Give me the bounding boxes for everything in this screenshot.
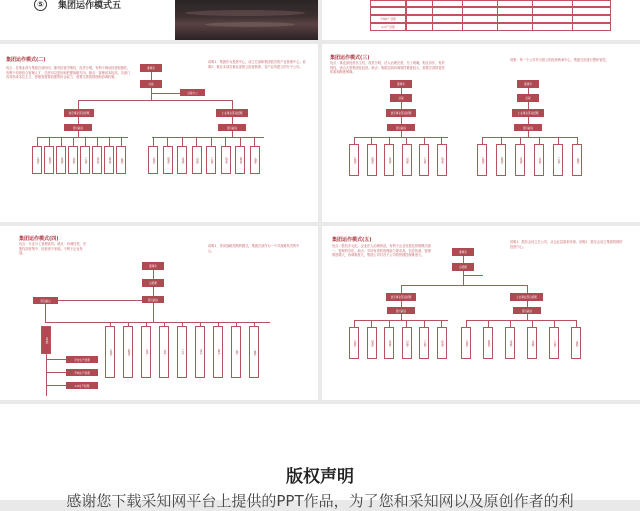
slide-desc-right: 说明：每一个公司作为独立的经营利润中心，集团总部进行整体管控。 bbox=[510, 58, 609, 62]
dept-column-box: 总务部 bbox=[349, 327, 359, 359]
dept-column-box: 广告部 bbox=[553, 144, 563, 176]
slide-desc-left: 优点：各事业部与集团总部协同，拥有经营决策权，权责分明，有利于调动经营积极性，有利于培养综合管理人才，总部可以更好地把握战略方向。缺点：管理成本较高，各部门容易形成本位主义，管理者需要较强的综合能力，需要完善的管理和协调机制。 bbox=[6, 66, 131, 80]
ceo-box: 总经理 bbox=[452, 263, 474, 271]
ceo-box: 总裁 bbox=[517, 94, 539, 102]
slide-thumb-mode-3[interactable] bbox=[322, 44, 640, 222]
dept-column-box: 总务部 bbox=[461, 327, 471, 359]
section-title: 集团运作模式五 bbox=[58, 1, 122, 11]
dept-column-box: 广告厂 bbox=[177, 326, 187, 378]
dept-column-box: 市场厂 bbox=[141, 326, 151, 378]
dept-column-box: 人事部 bbox=[116, 146, 126, 174]
dept-column-box: 财务部 bbox=[123, 326, 133, 378]
dept-column-box: 总务部 bbox=[148, 146, 158, 174]
table-row-label: &.9产 经理 bbox=[370, 23, 406, 31]
dept-column-box: 财务部 bbox=[367, 144, 377, 176]
slide-desc-left: 优点：专业分工管理高效。缺点：协调性差，决策权高度集中，经营者不来源。不利于企业发展。 bbox=[19, 242, 86, 256]
group-left-box: 营运副总 bbox=[64, 124, 92, 131]
ceo-box: 总裁 bbox=[140, 80, 162, 88]
vice-box: 营运副总 bbox=[142, 296, 164, 303]
slide-desc-right: 说明1、集团作为投资中心，成立总部和集团派员的产业管理中心。说明2、事业本部各事业部独立经营核算，各产业所建立的分子公司。 bbox=[208, 60, 306, 69]
dept-column-box: 行政部 bbox=[402, 327, 412, 359]
division-left-box: 信息事业部总经理 bbox=[386, 293, 416, 301]
group-left-box: 营运副总 bbox=[387, 307, 415, 314]
dept-column-box: 财务部 bbox=[44, 146, 54, 174]
slide-desc-right: 说明1、股东会设立总公司，从企业层面来体现。说明2、股东会设立集团管理的投资中心。 bbox=[510, 240, 623, 249]
dept-column-box: 人事部 bbox=[249, 326, 259, 378]
dept-column-box: 市场部 bbox=[177, 146, 187, 174]
dept-column-box: 人事厂 bbox=[231, 326, 241, 378]
slide-desc-right: 说明1、采用战略控制的模式，集团总部作为一个对战略负责的中心。 bbox=[208, 244, 300, 253]
slide-title: 集团运作模式(五) bbox=[332, 237, 372, 243]
board-box: 董事会 bbox=[452, 248, 474, 256]
slide-desc-left: 优点：事业部经营自主权，权责分明，法人治理完善，分工明确，相互协作，有效授权，适合大型集团化经营。缺点：集团层面协调管控难度较大，需要完善的管控体系和制度保障。 bbox=[330, 61, 445, 75]
group-right-box: 营运副总 bbox=[514, 124, 542, 131]
office-box: 营运副总 bbox=[33, 297, 58, 304]
group-right-box: 营运副总 bbox=[218, 124, 246, 131]
division-right-box: 土业事业部总经理 bbox=[510, 293, 543, 301]
dept-column-box: 研发厂 bbox=[213, 326, 223, 378]
dept-column-box: 人事部 bbox=[250, 146, 260, 174]
section-number: ⑤ bbox=[34, 0, 47, 11]
slide-title: 集团运作模式(二) bbox=[6, 57, 46, 63]
production-manager-box: 平城生产经理 bbox=[66, 369, 98, 376]
slide-thumb-mode-4[interactable] bbox=[0, 226, 318, 400]
ceo-box-left: 总裁 bbox=[390, 94, 412, 102]
dept-column-box: 行政部 bbox=[527, 327, 537, 359]
division-right-box: 土业事业部总经理 bbox=[216, 109, 248, 117]
slide-desc-left: 优点：股权多元化，企业法人治理规范，有利于企业发展及管理模式统一，管理科学化。缺点：对所有者的管理能力要求高，信息传递、管理难度增大，协调难度大，集团公司对各子公司的管理控制难度大。 bbox=[332, 244, 431, 258]
dept-column-box: 广告部 bbox=[419, 327, 429, 359]
dept-column-box: 财务部 bbox=[483, 327, 493, 359]
dept-column-box: 研发部 bbox=[235, 146, 245, 174]
dept-column-box: 行政部 bbox=[534, 144, 544, 176]
slide-title: 集团运作模式(四) bbox=[19, 236, 59, 242]
water-photo bbox=[175, 0, 318, 40]
dept-column-box: 行政部 bbox=[192, 146, 202, 174]
dept-column-box: 财务部 bbox=[163, 146, 173, 174]
slide-thumb-mode-5[interactable] bbox=[322, 226, 640, 400]
division-left-box: 信息事业部总经理 bbox=[386, 109, 416, 117]
ceo-box: 总经理 bbox=[142, 279, 164, 287]
dept-column-box: 广告部 bbox=[206, 146, 216, 174]
dept-column-box: 技术部 bbox=[437, 327, 447, 359]
group-left-box: 营运副总 bbox=[387, 124, 415, 131]
dept-column-box: 行政部 bbox=[68, 146, 78, 174]
slide-thumb-table[interactable] bbox=[322, 0, 640, 40]
slide-thumb-copyright[interactable] bbox=[0, 404, 640, 510]
dept-column-box: 研发部 bbox=[104, 146, 114, 174]
production-dept-box: 生产部 bbox=[41, 326, 51, 354]
division-left-box: 信息事业部总经理 bbox=[64, 109, 94, 117]
group-right-box: 营运副总 bbox=[513, 307, 541, 314]
dept-column-box: 市场部 bbox=[505, 327, 515, 359]
dept-column-box: 市场部 bbox=[56, 146, 66, 174]
dept-column-box: 财务部 bbox=[496, 144, 506, 176]
dept-column-box: 人事部 bbox=[572, 144, 582, 176]
dept-column-box: 总务部 bbox=[477, 144, 487, 176]
division-right-box: 土业事业部总经理 bbox=[512, 109, 544, 117]
dept-column-box: 广告部 bbox=[549, 327, 559, 359]
table-row-label: 平城B产 经理 bbox=[370, 15, 406, 23]
production-manager-box: 平台生产经理 bbox=[66, 356, 98, 363]
board-box: 董事会 bbox=[517, 80, 539, 88]
dept-column-box: 总务部 bbox=[105, 326, 115, 378]
slide-thumb-mode-2[interactable] bbox=[0, 44, 318, 222]
board-box-left: 董事会 bbox=[390, 80, 412, 88]
dept-column-box: 市场部 bbox=[515, 144, 525, 176]
board-box: 董事会 bbox=[140, 64, 162, 72]
dept-column-box: 市场部 bbox=[384, 327, 394, 359]
copyright-body: 感谢您下载采知网平台上提供的PPT作品，为了您和采知网以及原创作者的利 bbox=[66, 492, 574, 510]
dept-column-box: 市场部 bbox=[384, 144, 394, 176]
dept-column-box: 技术部 bbox=[221, 146, 231, 174]
dept-column-box: 财务部 bbox=[367, 327, 377, 359]
dept-column-box: 技术厂 bbox=[195, 326, 205, 378]
dept-column-box: 技术部 bbox=[437, 144, 447, 176]
copyright-title: 版权声明 bbox=[286, 467, 354, 487]
dept-column-box: 技术部 bbox=[92, 146, 102, 174]
board-box: 董事会 bbox=[142, 262, 164, 270]
dept-column-box: 行政部 bbox=[402, 144, 412, 176]
dept-column-box: 行政厂 bbox=[159, 326, 169, 378]
dept-column-box: 人事部 bbox=[571, 327, 581, 359]
dept-column-box: 广告部 bbox=[419, 144, 429, 176]
slide-thumb-5-header[interactable] bbox=[0, 0, 318, 40]
dept-column-box: 广告部 bbox=[80, 146, 90, 174]
office-box: 总裁办公 bbox=[180, 89, 205, 96]
slide-title: 集团运作模式(三) bbox=[330, 55, 370, 61]
dept-column-box: 总务部 bbox=[32, 146, 42, 174]
dept-column-box: 总务部 bbox=[349, 144, 359, 176]
production-manager-box: A.B生产经理 bbox=[66, 382, 98, 389]
